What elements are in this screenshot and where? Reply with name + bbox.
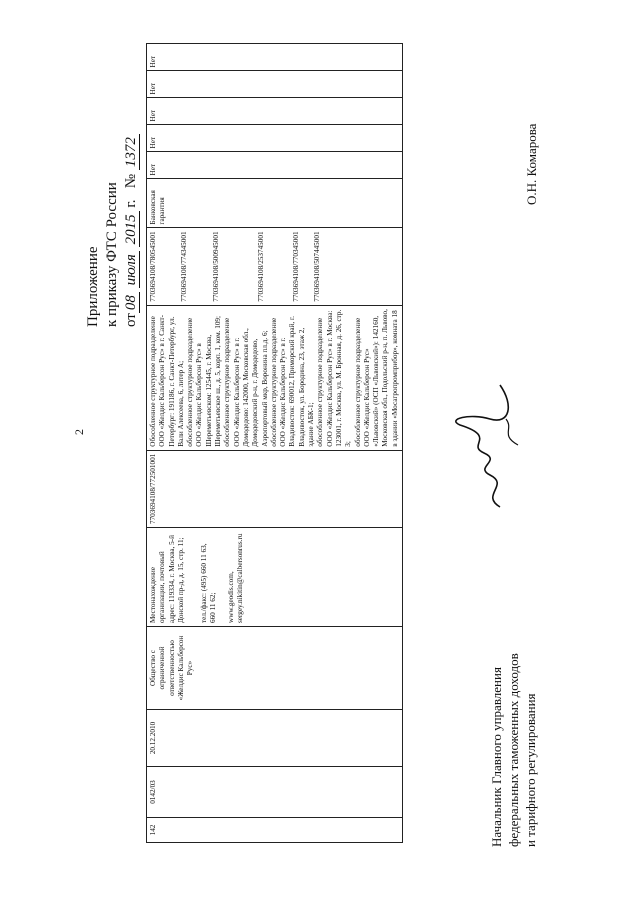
guarantee-type: Банковская гарантия: [147, 179, 403, 228]
signatory-title: Начальник Главного управления федеральных таможенных доходов и тарифного регулирования: [489, 653, 538, 847]
order-reference: к приказу ФТС России: [104, 182, 120, 327]
handwritten-signature: [440, 375, 530, 515]
registration-date: 20.12.2010: [147, 710, 403, 767]
branches-list: Обособленное структурное подразделение ООО «Желдис Кальберсон Рус» в г. Санкт-Петербург: 191186, г. Санкт-Петербург, ул. Вали Алексеева, 6, литер А; обособленное структурное подразделение ООО «Желдис Кальберсон Рус» в Шереметьевском: 125445, г. Москва, Шереметьевское ш., д. 5, корп. 1, ком. 109; обособленное структурное подразделение ООО «Желдис Кальберсон Рус» в г. Домодедово: 142000, Московская обл., Домодедовский р-н, г. Домодедово, Аэропортовый мкр, Воронина пл.д. 6; обособленное структурное подразделение ООО «Желдис Кальберсон Рус» в г. Владивосток: 690012, Приморский край, г. Владивосток, ул. Бородина, 23, этаж 2, здание АБК-1; обособленное структурное подразделение ООО «Желдис Кальберсон Рус» в г. Москва: 123001, г. Москва, ул. М. Бронная, д. 26, стр. 3; обособленное структурное подразделение ООО «Желдис Кальберсон Рус» «Львовский» (ОСП «Львовский»): 142160, Московская обл., Подольский р-н, п. Львово, в здании «Мосагропромприбор», комната 18: [147, 305, 403, 450]
branch-codes: 7703694108/780545001 7703694108/774345001 7703694108/500945001 7703694108/253745001 7703694108/770345001 7703694108/507445001: [147, 228, 403, 305]
registry-number: 0142/03: [147, 767, 403, 818]
organization-location: Местонахождение организации, почтовый адрес: 119334, г. Москва, 5-й Донской пр-д, д. 15, стр. 11; тел./факс: (495) 660 11 63, 660 11 62; www.geodis.com, sergey.nikitin@calbersonrus.ru: [147, 528, 403, 627]
order-date-number: от08 июля 2015 г. № 1372: [122, 134, 141, 327]
registry-table: [146, 43, 403, 843]
annex-title: Приложение: [85, 246, 101, 327]
table-row: [147, 44, 403, 843]
flag-cell: Нет: [147, 71, 403, 98]
flag-cell: Нет: [147, 44, 403, 71]
row-number: 142: [147, 818, 403, 843]
flag-cell: Нет: [147, 98, 403, 125]
annex-header: [84, 134, 141, 327]
flag-cell: Нет: [147, 125, 403, 152]
page-number: 2: [72, 429, 86, 435]
signatory-name: О.Н. Комарова: [524, 123, 539, 205]
organization-name: Общество с ограниченной ответственностью «Желдис Кальберсон Рус»: [147, 627, 403, 710]
flag-cell: Нет: [147, 152, 403, 179]
inn-kpp: 7703694108/772501001: [147, 450, 403, 527]
